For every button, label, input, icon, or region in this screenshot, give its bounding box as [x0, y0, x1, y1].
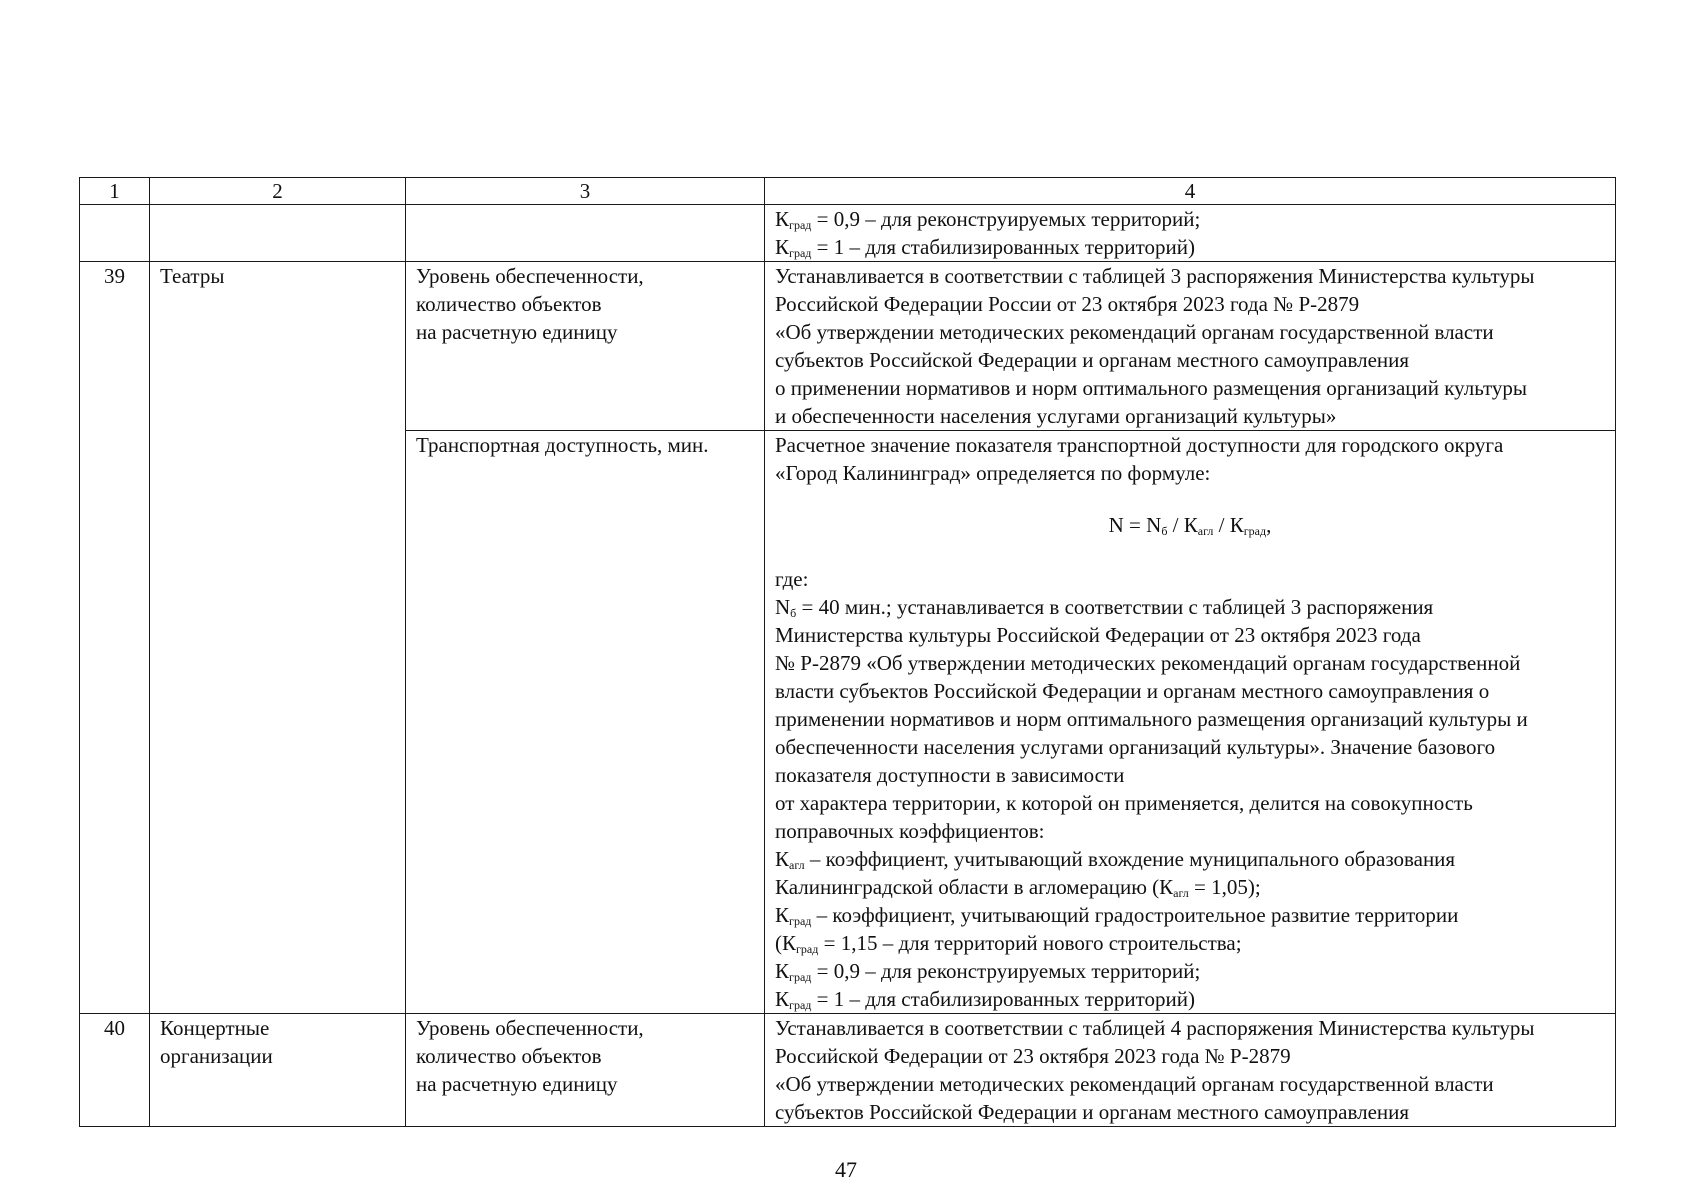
column-header-2: 2 — [150, 178, 406, 205]
value-line: применении нормативов и норм оптимального размещения организаций культуры и — [775, 707, 1528, 731]
value-line: и обеспеченности населения услугами организаций культуры» — [775, 404, 1337, 428]
table-header-row — [80, 178, 1616, 205]
row-number: 39 — [80, 262, 150, 1014]
indicator-line: на расчетную единицу — [416, 320, 618, 344]
table-row-40-provision — [80, 1014, 1616, 1127]
indicator-cell — [406, 262, 765, 431]
value-line: «Об утверждении методических рекомендаций органам государственной власти — [775, 1072, 1494, 1096]
facility-name-line: Концертные — [160, 1016, 270, 1040]
indicator-line: количество объектов — [416, 1044, 602, 1068]
value-line: Устанавливается в соответствии с таблицей 3 распоряжения Министерства культуры — [775, 264, 1535, 288]
value-line: «Об утверждении методических рекомендаций органам государственной власти — [775, 320, 1494, 344]
value-line: $К_{агл}$ – коэффициент, учитывающий вхождение муниципального образования — [775, 847, 1456, 872]
value-line: Расчетное значение показателя транспортной доступности для городского округа — [775, 433, 1504, 457]
value-line: о применении нормативов и норм оптимального размещения организаций культуры — [775, 376, 1527, 400]
column-header-3: 3 — [406, 178, 765, 205]
continuation-row — [80, 205, 1616, 262]
kgrad-reconstructed-line: $К_{град} = 0,9$ – для реконструируемых территорий; — [775, 207, 1201, 232]
value-line: обеспеченности населения услугами организаций культуры». Значение базового — [775, 735, 1496, 759]
column-header-4: 4 — [765, 178, 1616, 205]
continuation-name-cell — [150, 205, 406, 262]
formula: $N = N_б / К_{агл} / К_{град}$, — [1108, 513, 1272, 538]
facility-name: Театры — [150, 262, 406, 1014]
value-line: ($К_{град} = 1,15$ – для территорий нового строительства; — [775, 931, 1242, 956]
value-line: Устанавливается в соответствии с таблицей 4 распоряжения Министерства культуры — [775, 1016, 1535, 1040]
row-number: 40 — [80, 1014, 150, 1127]
page-number: 47 — [835, 1157, 857, 1182]
value-line: Российской Федерации России от 23 октября 2023 года № Р-2879 — [775, 292, 1360, 316]
value-line: «Город Калининград» определяется по формуле: — [775, 461, 1211, 485]
indicator-line: на расчетную единицу — [416, 1072, 618, 1096]
value-cell — [765, 431, 1616, 1014]
value-cell — [765, 262, 1616, 431]
indicator-cell — [406, 1014, 765, 1127]
continuation-value-cell — [765, 205, 1616, 262]
value-line: от характера территории, к которой он применяется, делится на совокупность — [775, 791, 1473, 815]
indicator-cell: Транспортная доступность, мин. — [406, 431, 765, 1014]
continuation-indicator-cell — [406, 205, 765, 262]
value-line: $К_{град} = 1$ – для стабилизированных территорий) — [775, 987, 1195, 1012]
continuation-number-cell — [80, 205, 150, 262]
column-header-1: 1 — [80, 178, 150, 205]
indicator-line: количество объектов — [416, 292, 602, 316]
value-line: субъектов Российской Федерации и органам местного самоуправления — [775, 348, 1410, 372]
facility-name — [150, 1014, 406, 1127]
value-line: Министерства культуры Российской Федерации от 23 октября 2023 года — [775, 623, 1421, 647]
indicator-line: Уровень обеспеченности, — [416, 264, 644, 288]
kgrad-stabilized-line: $К_{град} = 1$ – для стабилизированных территорий) — [775, 235, 1195, 260]
value-line: поправочных коэффициентов: — [775, 819, 1045, 843]
value-line: власти субъектов Российской Федерации и органам местного самоуправления о — [775, 679, 1490, 703]
indicator-line: Уровень обеспеченности, — [416, 1016, 644, 1040]
facility-name-line: организации — [160, 1044, 273, 1068]
value-line: $N_б = 40$ мин.; устанавливается в соответствии с таблицей 3 распоряжения — [775, 595, 1434, 620]
value-line: Калининградской области в агломерацию $(К_{агл} = 1,05)$; — [775, 875, 1261, 900]
value-line: $К_{град}$ – коэффициент, учитывающий градостроительное развитие территории — [775, 903, 1459, 928]
normatives-table — [79, 177, 1616, 1127]
table-row-39-provision — [80, 262, 1616, 431]
value-line: субъектов Российской Федерации и органам местного самоуправления — [775, 1100, 1410, 1124]
value-line: № Р-2879 «Об утверждении методических рекомендаций органам государственной — [775, 651, 1521, 675]
value-line: $К_{град} = 0,9$ – для реконструируемых территорий; — [775, 959, 1201, 984]
where-label: где: — [775, 567, 809, 591]
value-line: показателя доступности в зависимости — [775, 763, 1125, 787]
value-line: Российской Федерации от 23 октября 2023 года № Р-2879 — [775, 1044, 1291, 1068]
value-cell — [765, 1014, 1616, 1127]
